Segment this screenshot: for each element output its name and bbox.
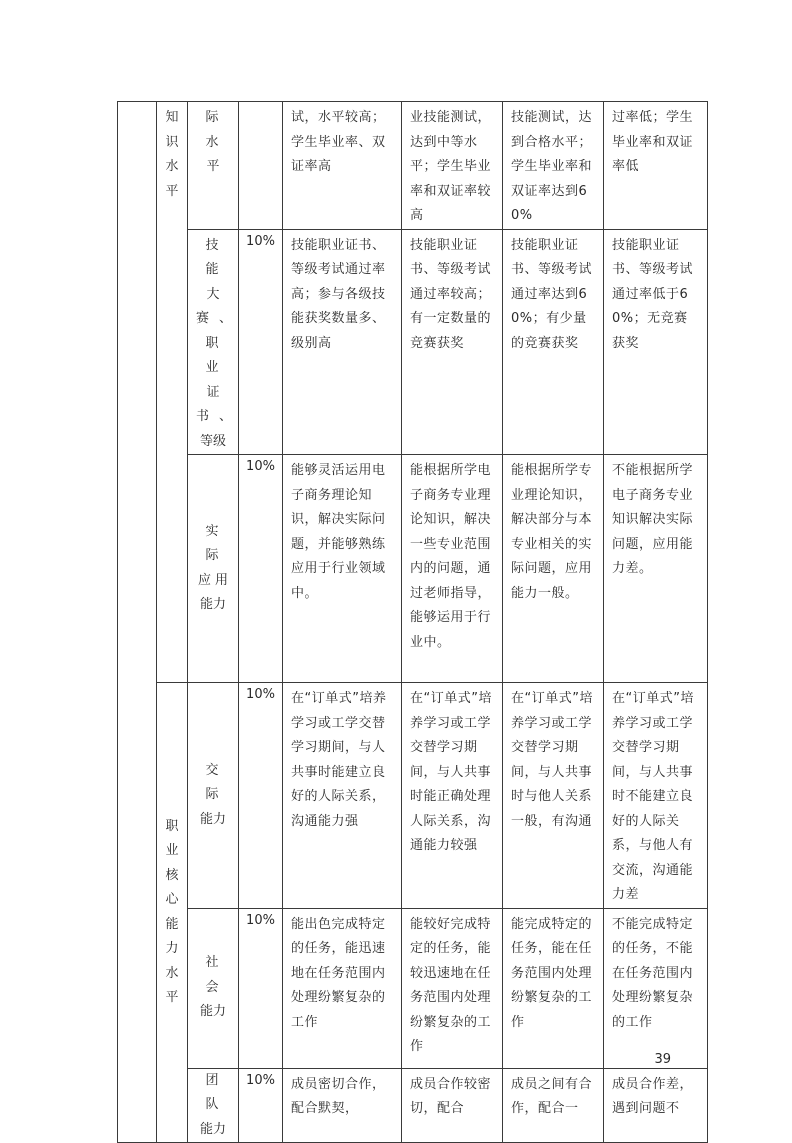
level-pass: 能根据所学专业理论知识，解决部分与本专业相关的实际问题，应用能力一般。 xyxy=(503,455,604,683)
table-row xyxy=(118,229,708,455)
level-pass: 成员之间有合作，配合一 xyxy=(503,1068,604,1143)
level-fail: 技能职业证书、等级考试通过率低于60%；无竞赛获奖 xyxy=(604,229,708,455)
weight-cell: 10% xyxy=(239,229,283,455)
weight-cell xyxy=(239,102,283,230)
level-fail: 过率低；学生毕业率和双证率低 xyxy=(604,102,708,230)
level-good: 能根据所学电子商务专业理论知识，解决一些专业范围内的问题，通过老师指导，能够运用于行业中。 xyxy=(402,455,503,683)
level-excellent: 能够灵活运用电子商务理论知识，解决实际问题，并能够熟练应用于行业领域中。 xyxy=(283,455,402,683)
level-fail: 在“订单式”培养学习或工学交替学习期间，与人共事时不能建立良好的人际关系，与他人有交流，沟通能力差 xyxy=(604,683,708,909)
weight-cell: 10% xyxy=(239,455,283,683)
category-knowledge-level: 知 识 水 平 xyxy=(157,102,188,683)
level-good: 业技能测试，达到中等水平；学生毕业率和双证率较高 xyxy=(402,102,503,230)
level-fail: 不能完成特定的任务，不能在任务范围内处理纷繁复杂的工作 xyxy=(604,908,708,1068)
sub-item-cell: 社会 能力 xyxy=(188,908,239,1068)
table-row xyxy=(118,683,708,909)
sub-item-cell: 际水 平 xyxy=(188,102,239,230)
table-row xyxy=(118,908,708,1068)
level-pass: 技能测试，达到合格水平；学生毕业率和双证率达到60% xyxy=(503,102,604,230)
level-excellent: 在“订单式”培养学习或工学交替学习期间，与人共事时能建立良好的人际关系，沟通能力强 xyxy=(283,683,402,909)
level-excellent: 成员密切合作，配合默契， xyxy=(283,1068,402,1143)
page-number: 39 xyxy=(654,1052,671,1067)
level-fail: 不能根据所学电子商务专业知识解决实际问题，应用能力差。 xyxy=(604,455,708,683)
sub-item-cell: 交际 能力 xyxy=(188,683,239,909)
sub-item-cell: 团队 能力 xyxy=(188,1068,239,1143)
level-good: 能较好完成特定的任务，能较迅速地在任务范围内处理纷繁复杂的工作 xyxy=(402,908,503,1068)
table-row xyxy=(118,455,708,683)
evaluation-table xyxy=(117,101,708,1143)
weight-cell: 10% xyxy=(239,1068,283,1143)
sub-item-cell: 技能 大 赛、 职业 证 书、 等级 xyxy=(188,229,239,455)
level-good: 技能职业证书、等级考试通过率较高；有一定数量的竞赛获奖 xyxy=(402,229,503,455)
level-pass: 能完成特定的任务，能在任务范围内处理纷繁复杂的工作 xyxy=(503,908,604,1068)
level-good: 在“订单式”培养学习或工学交替学习期间，与人共事时能正确处理人际关系，沟通能力较强 xyxy=(402,683,503,909)
weight-cell: 10% xyxy=(239,683,283,909)
category-core-competence: 职 业 核 心 能 力 水 平 xyxy=(157,683,188,1143)
level-excellent: 能出色完成特定的任务，能迅速地在任务范围内处理纷繁复杂的工作 xyxy=(283,908,402,1068)
level-pass: 技能职业证书、等级考试通过率达到60%；有少量的竞赛获奖 xyxy=(503,229,604,455)
level-pass: 在“订单式”培养学习或工学交替学习期间，与人共事时与他人关系一般，有沟通 xyxy=(503,683,604,909)
level-fail: 成员合作差，遇到问题不 xyxy=(604,1068,708,1143)
table-row xyxy=(118,1068,708,1143)
table-row xyxy=(118,102,708,230)
outer-blank-column xyxy=(118,102,157,1143)
level-excellent: 试，水平较高；学生毕业率、双证率高 xyxy=(283,102,402,230)
weight-cell: 10% xyxy=(239,908,283,1068)
sub-item-cell: 实际 应用 能力 xyxy=(188,455,239,683)
level-excellent: 技能职业证书、等级考试通过率高；参与各级技能获奖数量多、级别高 xyxy=(283,229,402,455)
level-good: 成员合作较密切，配合 xyxy=(402,1068,503,1143)
